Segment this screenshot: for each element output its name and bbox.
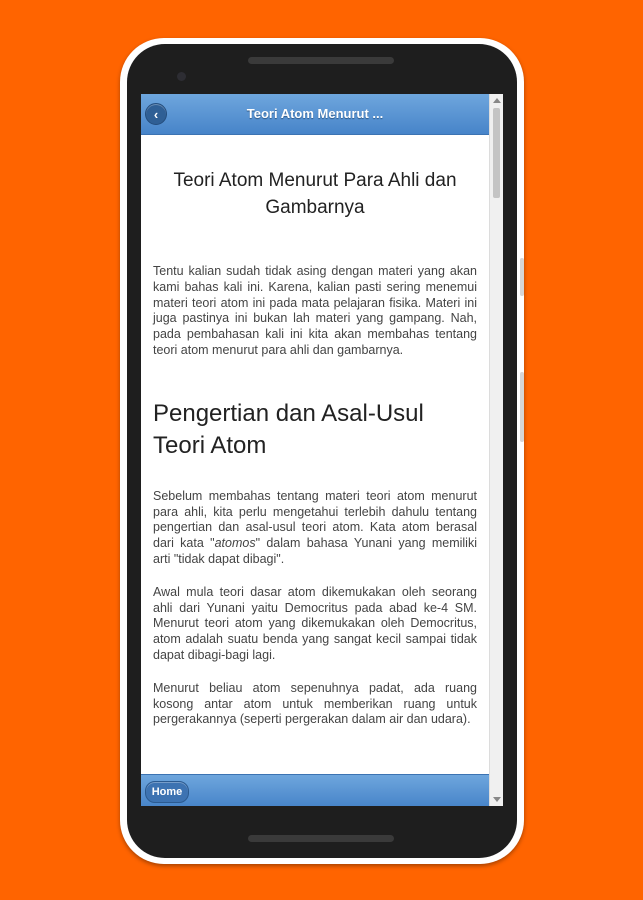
paragraph-text: " dalam bahasa Yunani yang memiliki arti "tidak dapat dibagi". bbox=[153, 536, 477, 566]
paragraph-text: Sebelum membahas tentang materi teori atom menurut para ahli, kita perlu mengetahui terlebih dahulu tentang pengertian dan asal-usul teori atom. Kata atom berasal dari kata " bbox=[153, 488, 477, 551]
phone-camera bbox=[177, 72, 186, 81]
scrollbar-thumb[interactable] bbox=[493, 108, 500, 198]
scroll-up-arrow-icon[interactable] bbox=[493, 98, 501, 103]
paragraph-solid-atom: Menurut beliau atom sepenuhnya padat, ada ruang kosong antar atom untuk memberikan ruang untuk pergerakannya (seperti pergerakan dalam air dan udara). bbox=[153, 680, 477, 727]
scroll-down-arrow-icon[interactable] bbox=[493, 797, 501, 802]
footer-bar bbox=[141, 774, 489, 806]
paragraph-democritus: Awal mula teori dasar atom dikemukakan oleh seorang ahli dari Yunani yaitu Democritus pada abad ke-4 SM. Menurut teori atom yang dikemukakan oleh Democritus, atom adalah suatu benda yang sangat kecil sampai tidak dapat dibagi-bagi lagi. bbox=[153, 584, 477, 662]
header-title: Teori Atom Menurut ... bbox=[246, 106, 384, 121]
paragraph-definition bbox=[153, 489, 477, 568]
article-title: Teori Atom Menurut Para Ahli dan Gambarnya bbox=[173, 170, 457, 218]
phone-volume-button bbox=[520, 258, 524, 296]
chevron-left-icon: ‹ bbox=[153, 106, 159, 122]
article-content bbox=[153, 135, 477, 728]
phone-speaker-top bbox=[248, 57, 394, 64]
italic-term: atomos bbox=[214, 536, 256, 551]
section-heading: Pengertian dan Asal-Usul Teori Atom bbox=[153, 399, 424, 459]
vertical-scrollbar[interactable] bbox=[489, 94, 503, 806]
back-button[interactable] bbox=[145, 103, 167, 125]
intro-paragraph: Tentu kalian sudah tidak asing dengan materi yang akan kami bahas kali ini. Karena, kalian pasti sering menemui materi teori atom ini pada mata pelajaran fisika. Materi ini juga pastinya ini bukan lah materi yang gampang. Nah, pada pembahasan kali ini kita akan membahas tentang teori atom menurut para ahli dan gambarnya. bbox=[153, 264, 477, 357]
phone-speaker-bottom bbox=[248, 835, 394, 842]
home-button[interactable]: Home bbox=[145, 781, 189, 803]
app-screen bbox=[141, 94, 503, 806]
header-bar bbox=[141, 94, 489, 135]
phone-power-button bbox=[520, 372, 524, 442]
